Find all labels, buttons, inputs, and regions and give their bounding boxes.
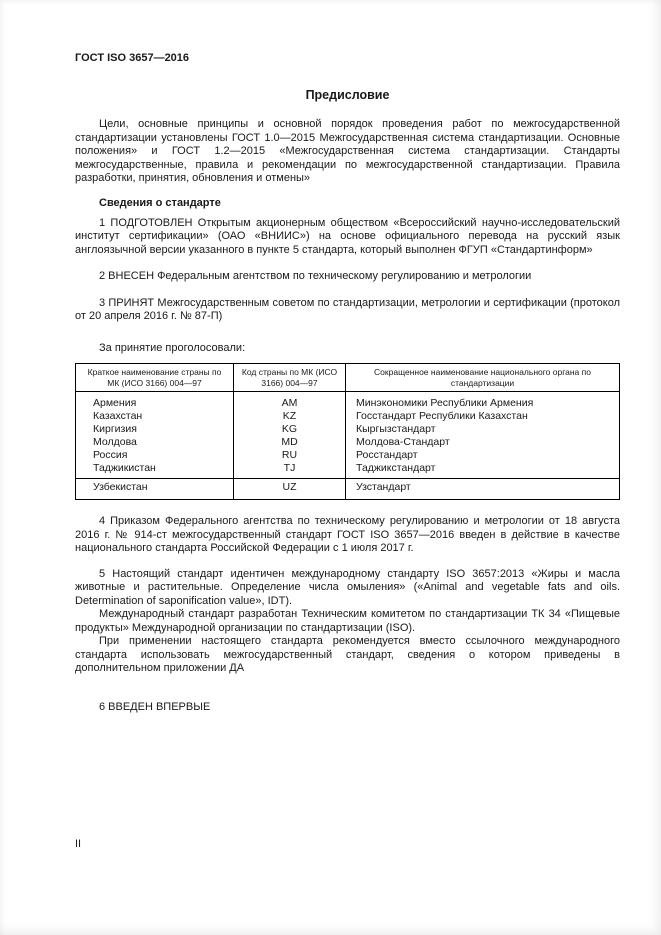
cell-org: Минэкономики Республики Армения (346, 392, 620, 411)
page-title: Предисловие (305, 88, 390, 102)
vote-label: За принятие проголосовали: (99, 341, 246, 354)
cell-country: Таджикистан (76, 462, 234, 479)
cell-code: MD (234, 436, 346, 449)
cell-code: UZ (234, 479, 346, 500)
table-header-row (76, 364, 620, 392)
cell-country: Казахстан (76, 410, 234, 423)
foreword-item-4: 4 Приказом Федерального агентства по техническому регулированию и метрологии от 18 августа 2016 г. № 914-ст межгосударственный стандарт ГОСТ ISO 3657—2016 введен в действие в качестве национального стандарта Российской Федерации с 1 июля 2017 г. (75, 515, 620, 554)
foreword-item-5-note-1: Международный стандарт разработан Техническим комитетом по стандартизации ТК 34 «Пищевые продукты» Международной организации по стандартизации (ISO). (75, 608, 620, 634)
cell-country: Россия (76, 449, 234, 462)
table-row (76, 479, 620, 500)
foreword-intro: Цели, основные принципы и основной порядок проведения работ по межгосударственной стандартизации установлены ГОСТ 1.0—2015 Межгосударственная система стандартизации. Основные положения» и ГОСТ 1.2—2015 «Межгосударственная система стандартизации. Стандарты межгосударственные, правила и рекомендации по межгосударственной стандартизации. Правила разработки, принятия, обновления и отмены» (75, 118, 620, 184)
cell-org: Узстандарт (346, 479, 620, 500)
col-header-code: Код страны по МК (ИСО 3166) 004—97 (234, 364, 346, 392)
cell-code: KG (234, 423, 346, 436)
col-header-org: Сокращенное наименование национального органа по стандартизации (346, 364, 620, 392)
cell-country: Молдова (76, 436, 234, 449)
voting-table (75, 363, 620, 500)
cell-org: Росстандарт (346, 449, 620, 462)
cell-org: Таджикстандарт (346, 462, 620, 479)
table-row (76, 449, 620, 462)
cell-code: RU (234, 449, 346, 462)
col-header-country: Краткое наименование страны по МК (ИСО 3166) 004—97 (76, 364, 234, 392)
foreword-item-3: 3 ПРИНЯТ Межгосударственным советом по стандартизации, метрологии и сертификации (протокол от 20 апреля 2016 г. № 87-П) (75, 296, 620, 322)
foreword-item-2: 2 ВНЕСЕН Федеральным агентством по техническому регулированию и метрологии (99, 270, 532, 282)
table-row (76, 392, 620, 411)
cell-country: Узбекистан (76, 479, 234, 500)
table-row (76, 462, 620, 479)
standard-info-heading: Сведения о стандарте (99, 196, 221, 209)
cell-country: Киргизия (76, 423, 234, 436)
cell-org: Кыргызстандарт (346, 423, 620, 436)
foreword-item-6: 6 ВВЕДЕН ВПЕРВЫЕ (99, 700, 211, 713)
cell-code: KZ (234, 410, 346, 423)
foreword-item-1: 1 ПОДГОТОВЛЕН Открытым акционерным обществом «Всероссийский научно-исследовательский институт сертификации» (ОАО «ВНИИС») на основе официального перевода на русский язык англоязычной версии указанного в пункте 5 стандарта, который выполнен ФГУП «Стандартинформ» (75, 216, 620, 256)
cell-code: AM (234, 392, 346, 411)
cell-code: TJ (234, 462, 346, 479)
table-row (76, 423, 620, 436)
cell-country: Армения (76, 392, 234, 411)
cell-org: Молдова-Стандарт (346, 436, 620, 449)
cell-org: Госстандарт Республики Казахстан (346, 410, 620, 423)
foreword-item-5: 5 Настоящий стандарт идентичен международному стандарту ISO 3657:2013 «Жиры и масла животные и растительные. Определение числа омыления» («Animal and vegetable fats and oils. Determination of saponification value», IDT). (75, 567, 620, 607)
doc-code: ГОСТ ISO 3657—2016 (75, 52, 190, 64)
page-number: II (75, 838, 82, 850)
foreword-item-5-note-2: При применении настоящего стандарта рекомендуется вместо ссылочного международного стандарта использовать межгосударственный стандарт, сведения о котором приведены в дополнительном приложении ДА (75, 635, 620, 674)
table-row (76, 410, 620, 423)
table-row (76, 436, 620, 449)
